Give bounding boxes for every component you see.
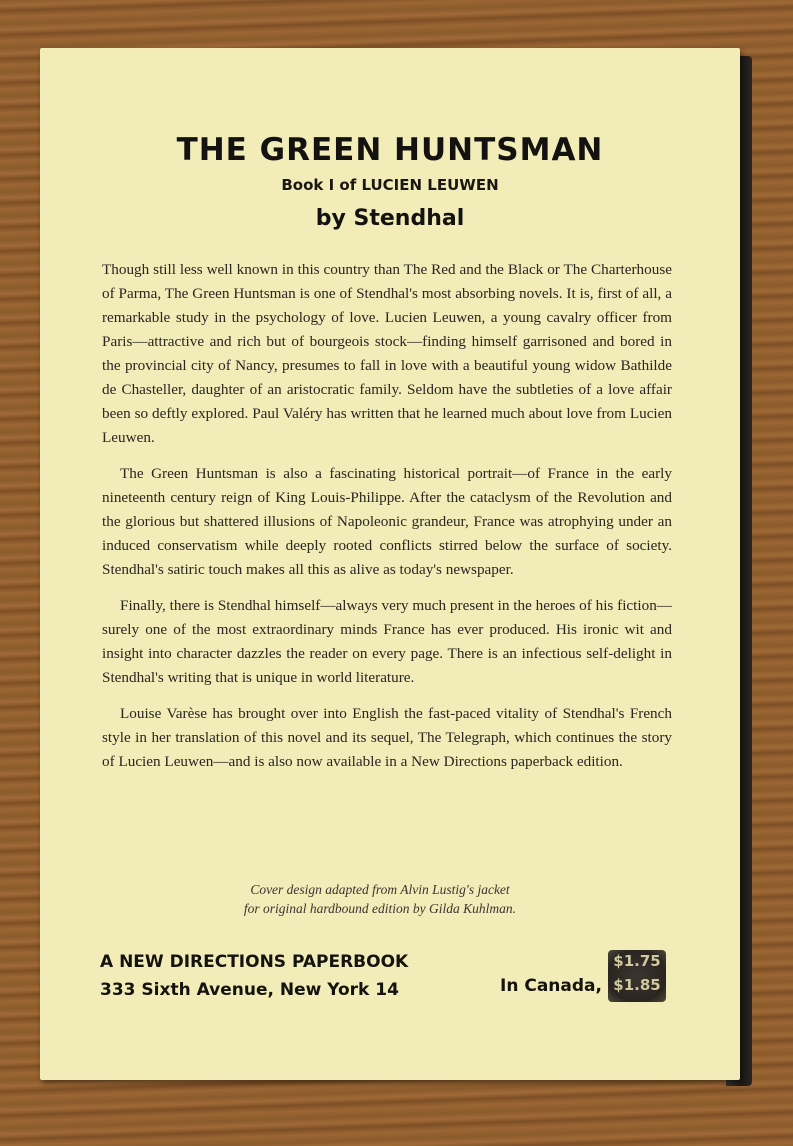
blurb-text [102, 258, 672, 786]
blurb-paragraph-4: Louise Varèse has brought over into English the fast-paced vitality of Stendhal's French style in her translation of this novel and its sequel, The Telegraph, which continues the story of Lucien Leuwen—and is also now available in a New Directions paperback edition. [102, 705, 672, 770]
book-title: THE GREEN HUNTSMAN [176, 132, 604, 168]
cover-design-credit [190, 880, 570, 918]
publisher-name: A NEW DIRECTIONS PAPERBOOK [100, 952, 409, 972]
blurb-paragraph-1: Though still less well known in this country than The Red and the Black or The Charterhouse of Parma, The Green Huntsman is one of Stendhal's most absorbing novels. It is, first of all, a remarkable study in the psychology of love. Lucien Leuwen, a young cavalry officer from Paris—attractive and rich but of bourgeois stock—finding himself garrisoned and bored in the provincial city of Nancy, presumes to fall in love with a beautiful young widow Bathilde de Chasteller, daughter of an aristocratic family. Seldom have the subtleties of a love affair been so deftly explored. Paul Valéry has written that he learned much about love from Lucien Leuwen. [102, 261, 672, 446]
price-sticker [608, 950, 666, 1002]
credit-line-2: for original hardbound edition by Gilda Kuhlman. [243, 901, 517, 916]
canada-price-label: In Canada, [500, 976, 602, 996]
us-price: $1.75 [613, 952, 661, 970]
blurb-paragraph-3: Finally, there is Stendhal himself—always very much present in the heroes of his fiction—surely one of the most extraordinary minds France has ever produced. His ironic wit and insight into character dazzles the reader on every page. There is an infectious self-delight in Stendhal's writing that is unique in world literature. [102, 597, 672, 686]
canada-price: $1.85 [613, 976, 661, 994]
blurb-paragraph-2: The Green Huntsman is also a fascinating historical portrait—of France in the early nineteenth century reign of King Louis-Philippe. After the cataclysm of the Revolution and the glorious but shattered illusions of Napoleonic grandeur, France was atrophying under an induced conservatism while deeply rooted conflicts stirred below the surface of society. Stendhal's satiric touch makes all this as alive as today's newspaper. [102, 465, 672, 578]
publisher-address: 333 Sixth Avenue, New York 14 [100, 980, 399, 1000]
publisher-info [100, 948, 408, 1004]
back-cover [40, 48, 740, 1080]
credit-line-1: Cover design adapted from Alvin Lustig's jacket [250, 882, 510, 897]
book-subtitle: Book I of LUCIEN LEUWEN [281, 176, 499, 194]
book-author: by Stendhal [315, 206, 465, 231]
